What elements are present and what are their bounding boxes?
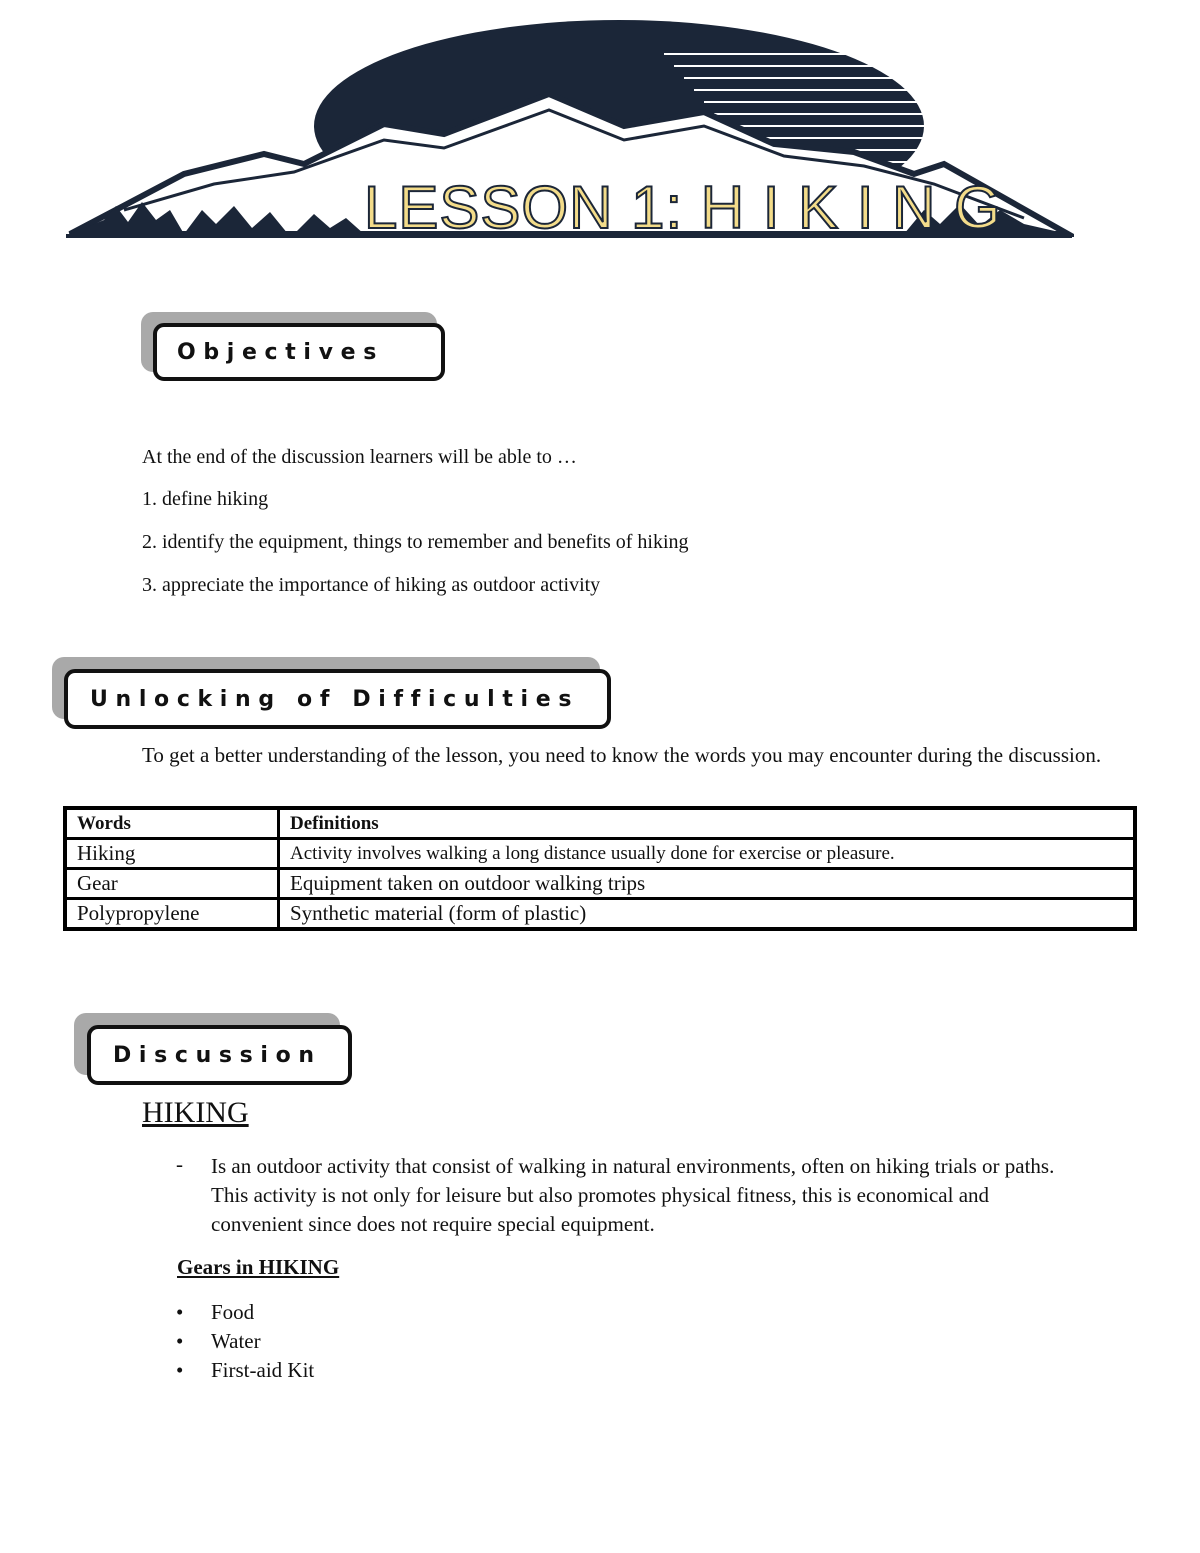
- objectives-intro: At the end of the discussion learners will be able to …: [142, 446, 577, 468]
- gears-heading: Gears in HIKING: [177, 1255, 340, 1279]
- gear-item: First-aid Kit: [211, 1358, 315, 1382]
- gear-item: Food: [211, 1300, 255, 1324]
- gear-list: [176, 1300, 314, 1387]
- hiking-definition: Is an outdoor activity that consist of walking in natural environments, often on hiking trials or paths. This activity is not only for leisure but also promotes physical fitness, this is economical and convenient since does not require special equipment.: [211, 1154, 1055, 1236]
- unlocking-title: U n l o c k i n g o f D i f f i c u l t i e s: [90, 686, 572, 712]
- column-header: Definitions: [279, 808, 1136, 839]
- definition-cell: Activity involves walking a long distance usually done for exercise or pleasure.: [279, 839, 1136, 869]
- bullet-marker: •: [176, 1358, 184, 1382]
- lesson-title: LESSON 1: H I K I N G: [364, 174, 1002, 241]
- table-row: [65, 899, 1135, 930]
- word-cell: Gear: [65, 869, 279, 899]
- word-cell: Polypropylene: [65, 899, 279, 930]
- table-row: [65, 869, 1135, 899]
- bullet-marker: •: [176, 1300, 184, 1324]
- objective-item: 3. appreciate the importance of hiking as outdoor activity: [142, 574, 601, 596]
- column-header: Words: [65, 808, 279, 839]
- discussion-title: D i s c u s s i o n: [113, 1042, 315, 1068]
- hiking-heading: HIKING: [142, 1096, 249, 1129]
- lesson-banner: [64, 14, 1074, 240]
- objective-item: 1. define hiking: [142, 488, 269, 510]
- objective-item: 2. identify the equipment, things to remember and benefits of hiking: [142, 531, 689, 553]
- unlocking-intro: To get a better understanding of the lesson, you need to know the words you may encounter during the discussion.: [142, 743, 1102, 767]
- list-item: [176, 1358, 314, 1387]
- list-item: [176, 1300, 314, 1329]
- gear-item: Water: [211, 1329, 261, 1353]
- definition-cell: Equipment taken on outdoor walking trips: [279, 869, 1136, 899]
- vocabulary-table: [63, 806, 1137, 931]
- table-header-row: [65, 808, 1135, 839]
- table-row: [65, 839, 1135, 869]
- definition-cell: Synthetic material (form of plastic): [279, 899, 1136, 930]
- dash-marker: -: [176, 1152, 183, 1176]
- word-cell: Hiking: [65, 839, 279, 869]
- list-item: [176, 1329, 314, 1358]
- objectives-title: O b j e c t i v e s: [177, 339, 377, 365]
- bullet-marker: •: [176, 1329, 184, 1353]
